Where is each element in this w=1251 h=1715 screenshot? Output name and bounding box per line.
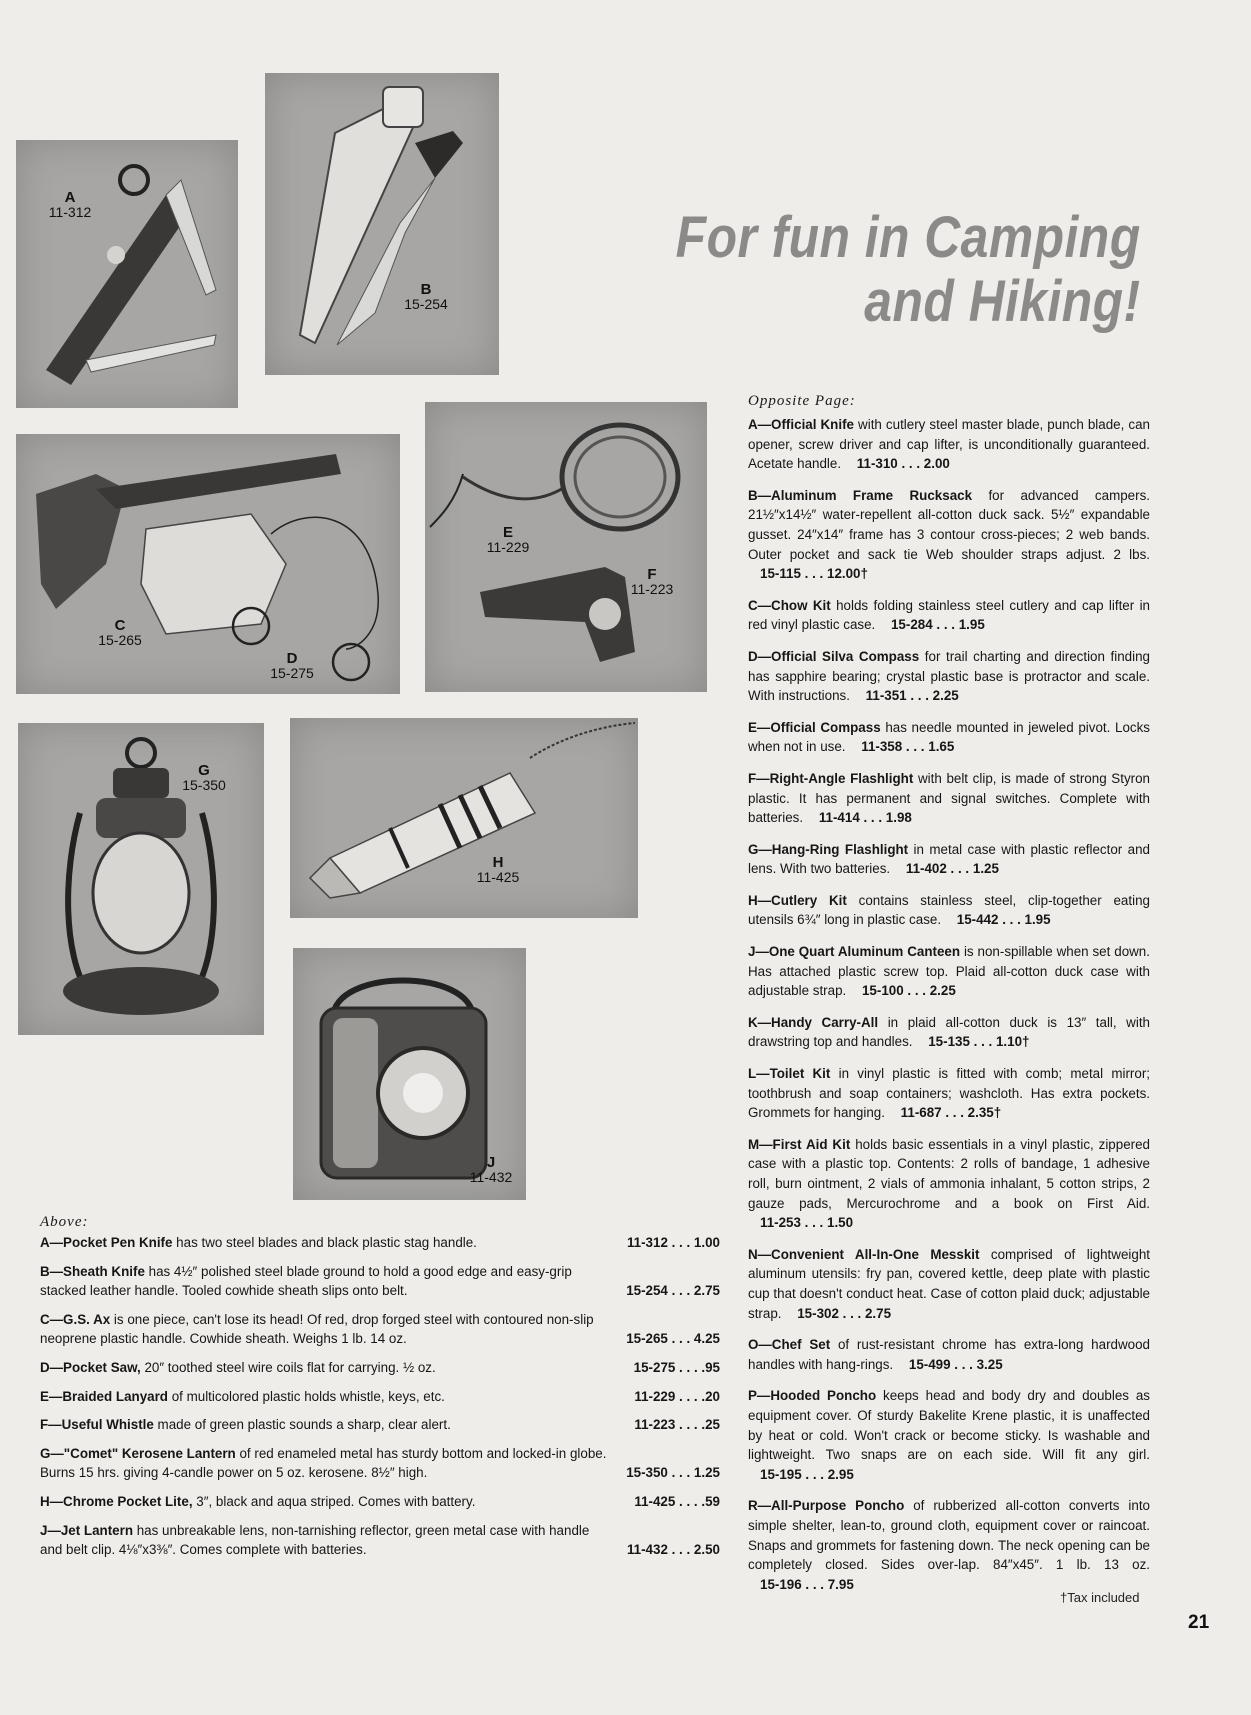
item-name: G—Hang-Ring Flashlight [748,841,909,857]
lanyard-and-whistle-illustration [425,402,707,692]
list-item [748,1135,1150,1233]
item-price: 15-115 . . . 12.00† [760,566,868,582]
item-price: 15-265 . . . 4.25 [626,1331,720,1347]
item-name: C—Chow Kit [748,597,831,613]
photo-letter: D [286,650,298,667]
list-item [748,718,1150,757]
item-price: 15-350 . . . 1.25 [626,1465,720,1481]
photo-letter: F [647,566,657,583]
item-price: 15-196 . . . 7.95 [760,1576,854,1592]
item-name: E—Braided Lanyard [40,1388,168,1404]
item-price: 11-312 . . . 1.00 [626,1235,720,1250]
list-item [748,1245,1150,1323]
item-price: 11-223 . . . .25 [634,1417,720,1433]
item-price: 15-499 . . . 3.25 [908,1356,1003,1372]
ax-and-saw-illustration [16,434,400,694]
item-name: D—Pocket Saw, [40,1359,141,1375]
page-headline [676,206,1141,334]
item-price: 11-253 . . . 1.50 [760,1215,854,1231]
pocket-lite-illustration [290,718,638,918]
item-description: has 4½″ polished steel blade ground to hold a good edge and easy-grip stacked leather handle. Tooled cowhide sheath slips onto belt. [40,1263,572,1299]
photo-j-label [463,1155,519,1185]
item-price: 15-275 . . . .95 [633,1359,720,1375]
headline-line-2: and Hiking! [864,269,1141,334]
item-name: C—G.S. Ax [40,1311,111,1327]
item-price: 11-358 . . . 1.65 [861,739,955,755]
item-price: 11-425 . . . .59 [634,1493,720,1509]
photo-g-label [176,763,232,793]
item-description: in vinyl plastic is fitted with comb; metal mirror; toothbrush and soap containers; washcloth. Has extra pockets. Grommets for hanging. [748,1066,1151,1121]
list-item [748,1064,1150,1123]
list-item [748,891,1150,930]
photo-b-sheath-knife [265,73,499,375]
item-name: G—"Comet" Kerosene Lantern [40,1445,236,1461]
item-description: contains stainless steel, clip-together eating utensils 6¾″ long in plastic case. [748,892,1150,928]
item-price: 11-351 . . . 2.25 [865,688,959,704]
photo-f-label [624,567,680,597]
photo-item-number: 11-223 [630,581,674,597]
item-price: 15-195 . . . 2.95 [760,1466,854,1482]
list-item [748,647,1150,706]
item-name: J—One Quart Aluminum Canteen [748,944,961,960]
photo-letter: G [198,762,210,779]
item-description: of multicolored plastic holds whistle, keys, etc. [168,1388,445,1404]
sheath-knife-illustration [265,73,499,375]
item-price: 15-302 . . . 2.75 [797,1305,892,1321]
list-item [748,415,1150,474]
item-name: H—Cutlery Kit [748,892,847,908]
item-description: of rust-resistant chrome has extra-long hardwood handles with hang-rings. [748,1337,1150,1372]
item-name: M—First Aid Kit [748,1136,851,1152]
photo-h-label [470,855,526,885]
item-description: has needle mounted in jeweled pivot. Locks when not in use. [748,719,1150,755]
item-price: 15-254 . . . 2.75 [626,1283,720,1299]
above-heading: Above: [40,1214,89,1230]
item-name: A—Official Knife [748,417,854,432]
item-description: for trail charting and direction finding has sapphire bearing; crystal plastic base is protractor and scale. With instructions. [748,648,1150,704]
list-item [748,1496,1150,1594]
list-item [748,1386,1150,1484]
item-description: is non-spillable when set down. Has attached plastic screw top. Plaid all-cotton duck case with adjustable strap. [748,944,1150,999]
photo-a-label [44,190,96,220]
item-description: keeps head and body dry and doubles as equipment cover. Of sturdy Bakelite Krene plastic, it is unaffected by heat or cold. Won't crack or become sticky. Is washable and lightweight. Two snaps are on each side. Will fit any girl. [748,1388,1151,1463]
item-price: 11-402 . . . 1.25 [905,861,999,877]
item-description: for advanced campers. 21½″x14½″ water-repellent all-cotton duck sack. 5½″ expandable gusset. 24″x14″ frame has 3 contour cross-pieces; 2 web bands. Outer pocket and sack tie Web shoulder straps adjust. 2 lbs. [748,487,1150,562]
list-item [40,1521,720,1560]
photo-item-number: 11-432 [469,1169,513,1185]
photo-h-pocket-lite [290,718,638,918]
photo-item-number: 11-425 [476,869,520,885]
item-description: comprised of lightweight aluminum utensils: fry pan, covered kettle, deep plate with plastic cup that doesn't conduct heat. Case of cotton plaid duck; adjustable strap. [748,1246,1150,1321]
photo-letter: H [492,854,504,871]
item-name: F—Right-Angle Flashlight [748,770,914,786]
page-number: 21 [1188,1612,1210,1633]
list-item [748,769,1150,828]
item-price: 11-229 . . . .20 [634,1388,720,1404]
list-item [40,1387,720,1407]
item-description: of rubberized all-cotton converts into simple shelter, lean-to, ground cloth, equipment cover or raincoat. Snaps and grommets for fastening down. The neck opening can be completely closed. Sides over-lap. 84″x45″. 1 lb. 13 oz. [748,1498,1150,1573]
photo-e-label [480,525,536,555]
photo-letter: C [114,617,126,634]
item-description: of red enameled metal has sturdy bottom and locked-in globe. Burns 15 hrs. giving 4-candle power on 5 oz. kerosene. 8½″ high. [40,1445,607,1481]
item-name: H—Chrome Pocket Lite, [40,1493,193,1509]
list-item [748,596,1150,635]
item-description: with cutlery steel master blade, punch blade, can opener, screw driver and cap lifter, is unconditionally guaranteed. Acetate handle. [748,417,1150,472]
photo-letter: A [64,189,76,206]
list-item [40,1415,720,1435]
item-name: L—Toilet Kit [748,1066,831,1082]
item-price: 15-100 . . . 2.25 [861,983,956,999]
item-price: 11-310 . . . 2.00 [856,456,950,472]
list-item [40,1358,720,1378]
pocket-knife-illustration [16,140,238,408]
photo-e-f-lanyard-and-whistle [425,402,707,692]
list-item [40,1492,720,1512]
photo-b-label [398,282,454,312]
opposite-page-heading: Opposite Page: [748,393,856,409]
opposite-page-list [748,415,1150,1606]
list-item [748,486,1150,584]
item-name: B—Sheath Knife [40,1263,145,1279]
headline-line-1: For fun in Camping [676,205,1141,270]
item-description: holds basic essentials in a vinyl plastic, zippered case with a plastic top. Contents: 2 rolls of bandage, 1 adhesive roll, burn ointment, 2 vials of ammonia inhalant, 5 cotton strips, 2 gauze pads, Mercurochrome and a book on First Aid. [748,1136,1151,1211]
item-description: 3″, black and aqua striped. Comes with battery. [192,1493,476,1509]
item-name: O—Chef Set [748,1337,831,1353]
item-description: has two steel blades and black plastic stag handle. [172,1235,477,1250]
item-name: D—Official Silva Compass [748,648,920,664]
item-name: R—All-Purpose Poncho [748,1498,905,1514]
item-description: in metal case with plastic reflector and lens. With two batteries. [748,841,1150,877]
item-name: P—Hooded Poncho [748,1388,877,1404]
item-description: holds folding stainless steel cutlery and cap lifter in red vinyl plastic case. [748,597,1150,633]
list-item [40,1444,720,1483]
item-name: K—Handy Carry-All [748,1014,879,1030]
item-price: 15-284 . . . 1.95 [890,617,985,633]
item-description: has unbreakable lens, non-tarnishing reflector, green metal case with handle and belt clip. 4⅛″x3⅜″. Comes complete with batteries. [40,1522,590,1558]
list-item [40,1310,720,1349]
list-item [40,1233,720,1253]
item-name: J—Jet Lantern [40,1522,134,1538]
photo-letter: J [486,1154,496,1171]
photo-item-number: 11-229 [486,539,530,555]
photo-letter: B [420,281,432,298]
item-price: 11-414 . . . 1.98 [818,810,912,826]
photo-d-label [264,651,320,681]
item-name: A—Pocket Pen Knife [40,1235,173,1250]
list-item [748,1335,1150,1374]
item-price: 15-442 . . . 1.95 [956,912,1051,928]
list-item [748,840,1150,879]
item-description: made of green plastic sounds a sharp, clear alert. [153,1417,451,1433]
tax-footnote: †Tax included [1060,1590,1140,1605]
item-name: E—Official Compass [748,719,881,735]
item-description: in plaid all-cotton duck is 13″ tall, with drawstring top and handles. [748,1014,1150,1050]
photo-item-number: 15-275 [270,665,314,681]
photo-a-pocket-knife [16,140,238,408]
list-item [40,1262,720,1301]
above-list [40,1233,720,1569]
item-price: 11-432 . . . 2.50 [626,1542,720,1558]
item-name: N—Convenient All-In-One Messkit [748,1246,980,1262]
photo-c-d-ax-and-saw [16,434,400,694]
list-item [748,942,1150,1001]
item-description: is one piece, can't lose its head! Of red, drop forged steel with contoured non-slip neoprene plastic handle. Cowhide sheath. Weighs 1 lb. 14 oz. [40,1311,594,1347]
item-description: with belt clip, is made of strong Styron plastic. It has permanent and signal switches. Complete with batteries. [748,770,1151,826]
item-description: 20″ toothed steel wire coils flat for carrying. ½ oz. [140,1359,436,1375]
item-name: B—Aluminum Frame Rucksack [748,487,973,503]
photo-letter: E [502,524,513,541]
photo-item-number: 11-312 [48,204,92,220]
photo-item-number: 15-254 [404,296,448,312]
item-name: F—Useful Whistle [40,1417,154,1433]
photo-item-number: 15-350 [182,777,226,793]
photo-item-number: 15-265 [98,632,142,648]
photo-c-label [92,618,148,648]
item-price: 15-135 . . . 1.10† [928,1034,1030,1050]
item-price: 11-687 . . . 2.35† [900,1105,1002,1121]
list-item [748,1013,1150,1052]
